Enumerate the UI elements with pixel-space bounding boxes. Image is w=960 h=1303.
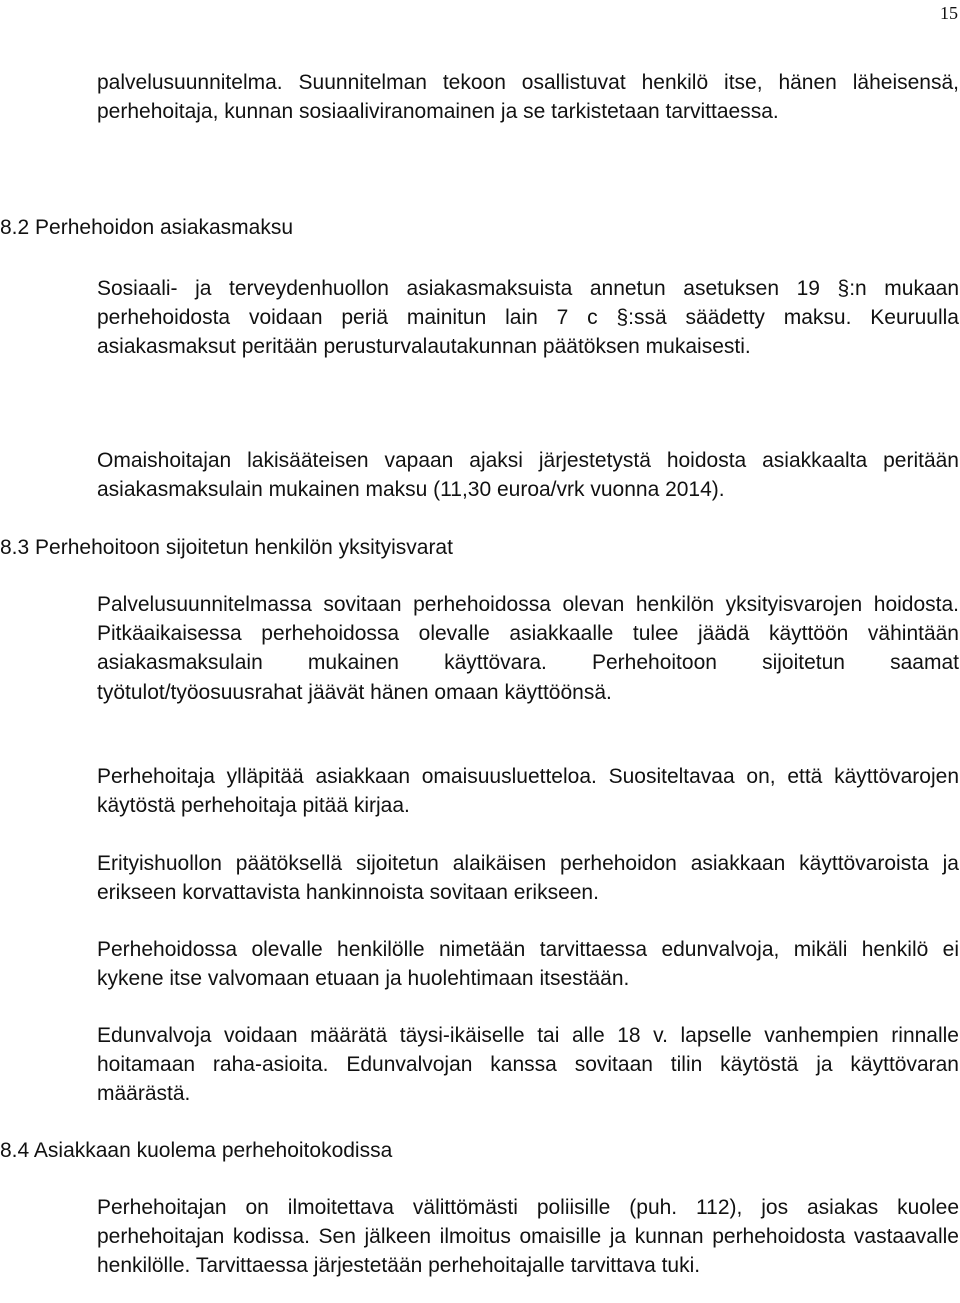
paragraph: Perhehoitajan on ilmoitettava välittömästi poliisille (puh. 112), jos asiakas kuolee perhehoitajan kodissa. Sen jälkeen ilmoitus omaisille ja kunnan perhehoidosta vastaavalle henkilölle. Tarvittaessa järjestetään perhehoitajalle tarvittava tuki.	[97, 1196, 959, 1278]
section-title: Asiakkaan kuolema perhehoitokodissa	[33, 1139, 393, 1162]
section-heading-8-2	[0, 213, 293, 242]
intro-paragraph: palvelusuunnitelma. Suunnitelman tekoon osallistuvat henkilö itse, hänen läheisensä, perhehoitaja, kunnan sosiaaliviranomainen ja se tarkistetaan tarvittaessa.	[97, 71, 959, 124]
section-title: Perhehoitoon sijoitetun henkilön yksityisvarat	[35, 536, 453, 559]
paragraph: Omaishoitajan lakisääteisen vapaan ajaksi järjestetystä hoidosta asiakkaalta peritään asiakasmaksulain mukainen maksu (11,30 euroa/vrk vuonna 2014).	[97, 449, 959, 502]
paragraph: Edunvalvoja voidaan määrätä täysi-ikäiselle tai alle 18 v. lapselle vanhempien rinnalle hoitamaan raha-asioita. Edunvalvojan kanssa sovitaan tilin käytöstä ja käyttövaran määrästä.	[97, 1024, 959, 1106]
paragraph: Erityishuollon päätöksellä sijoitetun alaikäisen perhehoidon asiakkaan käyttövaroista ja erikseen korvattavista hankinnoista sovitaan erikseen.	[97, 852, 959, 905]
paragraph: Palvelusuunnitelmassa sovitaan perhehoidossa olevan henkilön yksityisvarojen hoidosta. Pitkäaikaisessa perhehoidossa olevalle asiakkaalle tulee jäädä käyttöön vähintään asiakasmaksulain mukainen käyttövara. Perhehoitoon sijoitetun saamat työtulot/työosuusrahat jäävät hänen omaan käyttöönsä.	[97, 593, 959, 704]
paragraph: Sosiaali- ja terveydenhuollon asiakasmaksuista annetun asetuksen 19 §:n mukaan perhehoidosta voidaan periä mainitun lain 7 c §:ssä säädetty maksu. Keuruulla asiakasmaksut peritään perusturvalautakunnan päätöksen mukaisesti.	[97, 277, 959, 359]
page-number: 15	[940, 3, 958, 23]
paragraph: Perhehoidossa olevalle henkilölle nimetään tarvittaessa edunvalvoja, mikäli henkilö ei kykene itse valvomaan etuaan ja huolehtimaan itsestään.	[97, 938, 959, 991]
section-number: 8.2	[0, 216, 30, 239]
section-heading-8-4	[0, 1136, 392, 1165]
section-heading-8-3	[0, 533, 453, 562]
paragraph: Perhehoitaja ylläpitää asiakkaan omaisuusluetteloa. Suositeltavaa on, että käyttövarojen käytöstä perhehoitaja pitää kirjaa.	[97, 765, 959, 818]
section-title: Perhehoidon asiakasmaksu	[35, 216, 294, 239]
section-number: 8.3	[0, 536, 30, 559]
section-number: 8.4	[0, 1139, 30, 1162]
